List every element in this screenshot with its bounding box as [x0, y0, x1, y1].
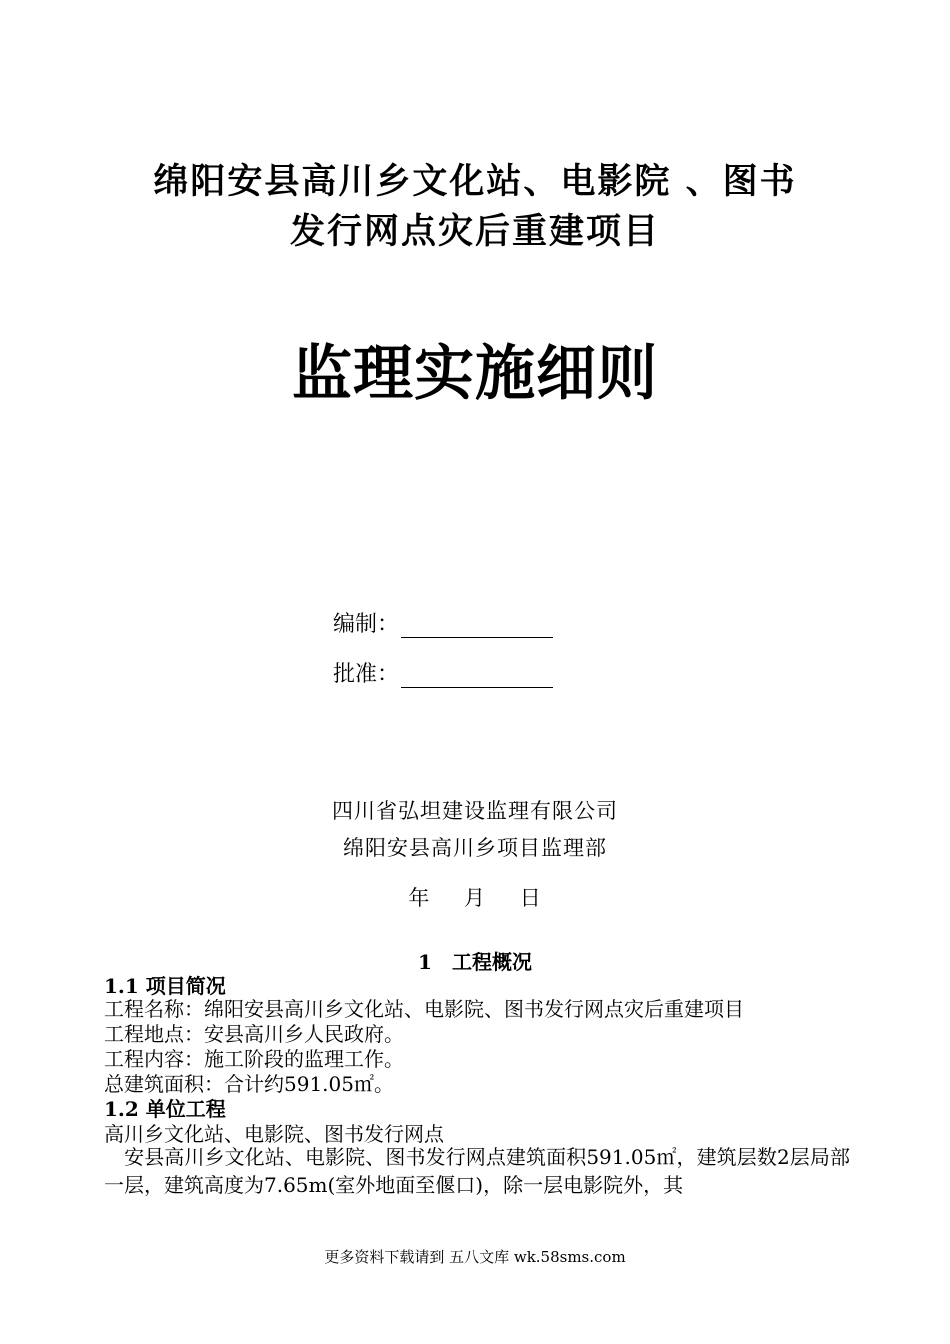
- title-line-2: 发行网点灾后重建项目: [289, 212, 660, 252]
- subsection-heading-1-2: 1.2 单位工程: [104, 1097, 226, 1121]
- approve-label: 批准：: [333, 662, 400, 687]
- project-location-line: 工程地点：安县高川乡人民政府。: [104, 1022, 404, 1046]
- footer-text: 更多资料下载请到 五八文库 wk.58sms.com: [324, 1248, 626, 1266]
- unit-works-line: 高川乡文化站、电影院、图书发行网点: [104, 1122, 444, 1146]
- approve-signature-blank: [401, 665, 553, 688]
- date-year: 年: [408, 886, 431, 910]
- company-name: 四川省弘坦建设监理有限公司: [332, 799, 618, 823]
- section-title: 1 工程概况: [418, 950, 532, 974]
- description-paragraph: 安县高川乡文化站、电影院、图书发行网点建筑面积591.05㎡，建筑层数2层局部一层，建筑高度为7.65m(室外地面至偃口)，除一层电影院外，其: [104, 1145, 850, 1197]
- compile-label: 编制：: [333, 612, 400, 637]
- title-line-1: 绵阳安县高川乡文化站、电影院 、图书: [153, 162, 797, 202]
- project-name-line: 工程名称：绵阳安县高川乡文化站、电影院、图书发行网点灾后重建项目: [104, 997, 744, 1021]
- main-title: 监理实施细则: [292, 339, 658, 409]
- compile-signature-blank: [401, 615, 553, 638]
- compile-sign-row: [333, 606, 553, 638]
- approve-sign-row: [333, 656, 553, 688]
- date-day: 日: [519, 886, 542, 910]
- total-area-line: 总建筑面积：合计约591.05㎡。: [104, 1072, 394, 1096]
- date-month: 月: [464, 886, 486, 910]
- department-name: 绵阳安县高川乡项目监理部: [343, 836, 607, 860]
- date-line: [0, 882, 950, 912]
- subsection-heading-1-1: 1.1 项目简况: [104, 974, 226, 998]
- project-content-line: 工程内容：施工阶段的监理工作。: [104, 1047, 404, 1071]
